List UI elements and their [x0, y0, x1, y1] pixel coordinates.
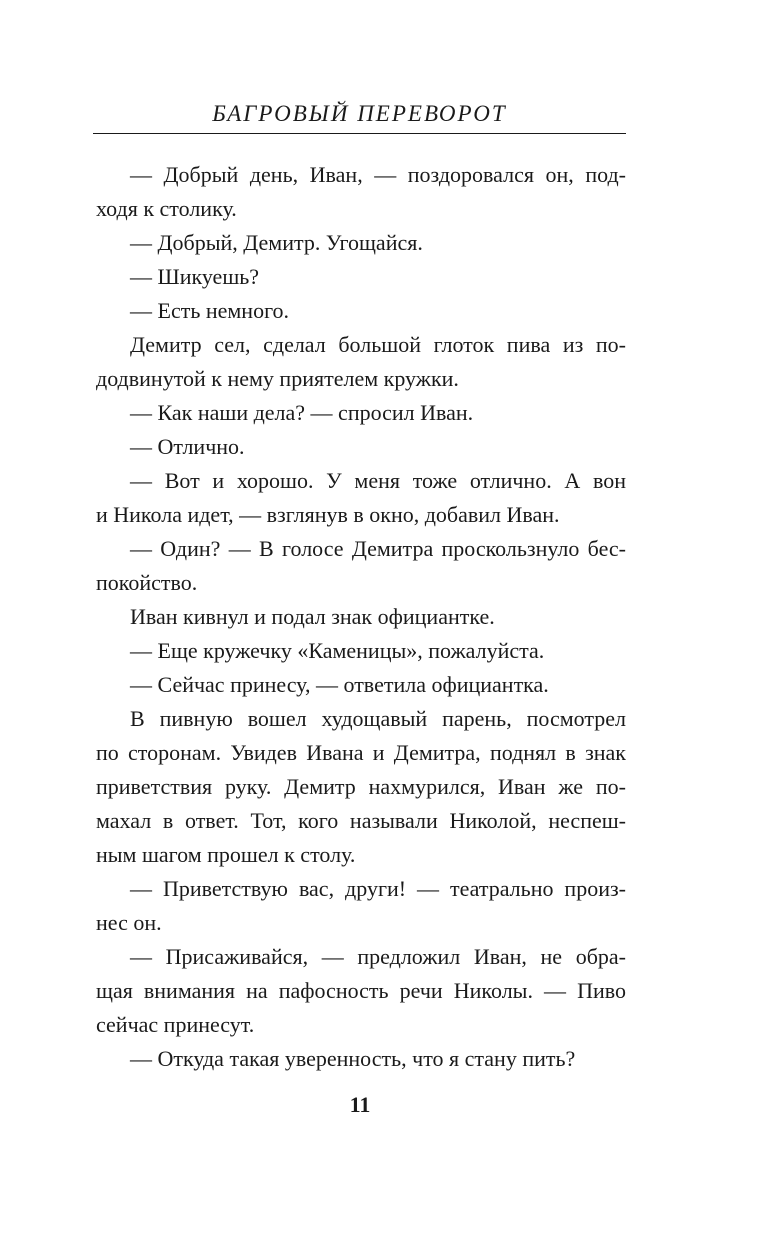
- body-text: [96, 158, 626, 1076]
- text-line: ходя к столику.: [96, 196, 237, 221]
- text-line: — Сейчас принесу, — ответила официантка.: [130, 672, 549, 697]
- text-line: и Никола идет, — взглянув в окно, добавил Иван.: [96, 502, 560, 527]
- text-line: — Еще кружечку «Каменицы», пожалуйста.: [130, 638, 545, 663]
- text-line: — Шикуешь?: [130, 264, 260, 289]
- text-line: сейчас принесут.: [96, 1012, 255, 1037]
- page-number: 11: [349, 1092, 371, 1117]
- text-line: приветствия руку. Демитр нахмурился, Иван же по-: [96, 774, 626, 799]
- text-line: по сторонам. Увидев Ивана и Демитра, поднял в знак: [96, 740, 626, 765]
- text-line: — Откуда такая уверенность, что я стану пить?: [130, 1046, 576, 1071]
- text-line: махал в ответ. Тот, кого называли Николой, неспеш-: [96, 808, 626, 833]
- text-line: — Вот и хорошо. У меня тоже отлично. А вон: [130, 468, 626, 493]
- running-head: БАГРОВЫЙ ПЕРЕВОРОТ: [212, 101, 507, 126]
- text-line: покойство.: [96, 570, 198, 595]
- header-rule: [93, 133, 626, 134]
- text-line: ным шагом прошел к столу.: [96, 842, 356, 867]
- text-line: — Отлично.: [130, 434, 245, 459]
- text-line: — Один? — В голосе Демитра проскользнуло бес-: [130, 536, 626, 561]
- text-line: — Добрый, Демитр. Угощайся.: [130, 230, 423, 255]
- text-line: — Присаживайся, — предложил Иван, не обра-: [130, 944, 626, 969]
- text-line: — Как наши дела? — спросил Иван.: [130, 400, 474, 425]
- text-line: — Приветствую вас, други! — театрально произ-: [130, 876, 626, 901]
- text-line: — Есть немного.: [130, 298, 290, 323]
- text-line: — Добрый день, Иван, — поздоровался он, под-: [130, 162, 626, 187]
- text-line: щая внимания на пафосность речи Николы. — Пиво: [96, 978, 626, 1003]
- text-line: нес он.: [96, 910, 162, 935]
- text-line: В пивную вошел худощавый парень, посмотрел: [130, 706, 626, 731]
- text-line: Демитр сел, сделал большой глоток пива из по-: [130, 332, 626, 357]
- text-line: Иван кивнул и подал знак официантке.: [130, 604, 495, 629]
- text-line: додвинутой к нему приятелем кружки.: [96, 366, 459, 391]
